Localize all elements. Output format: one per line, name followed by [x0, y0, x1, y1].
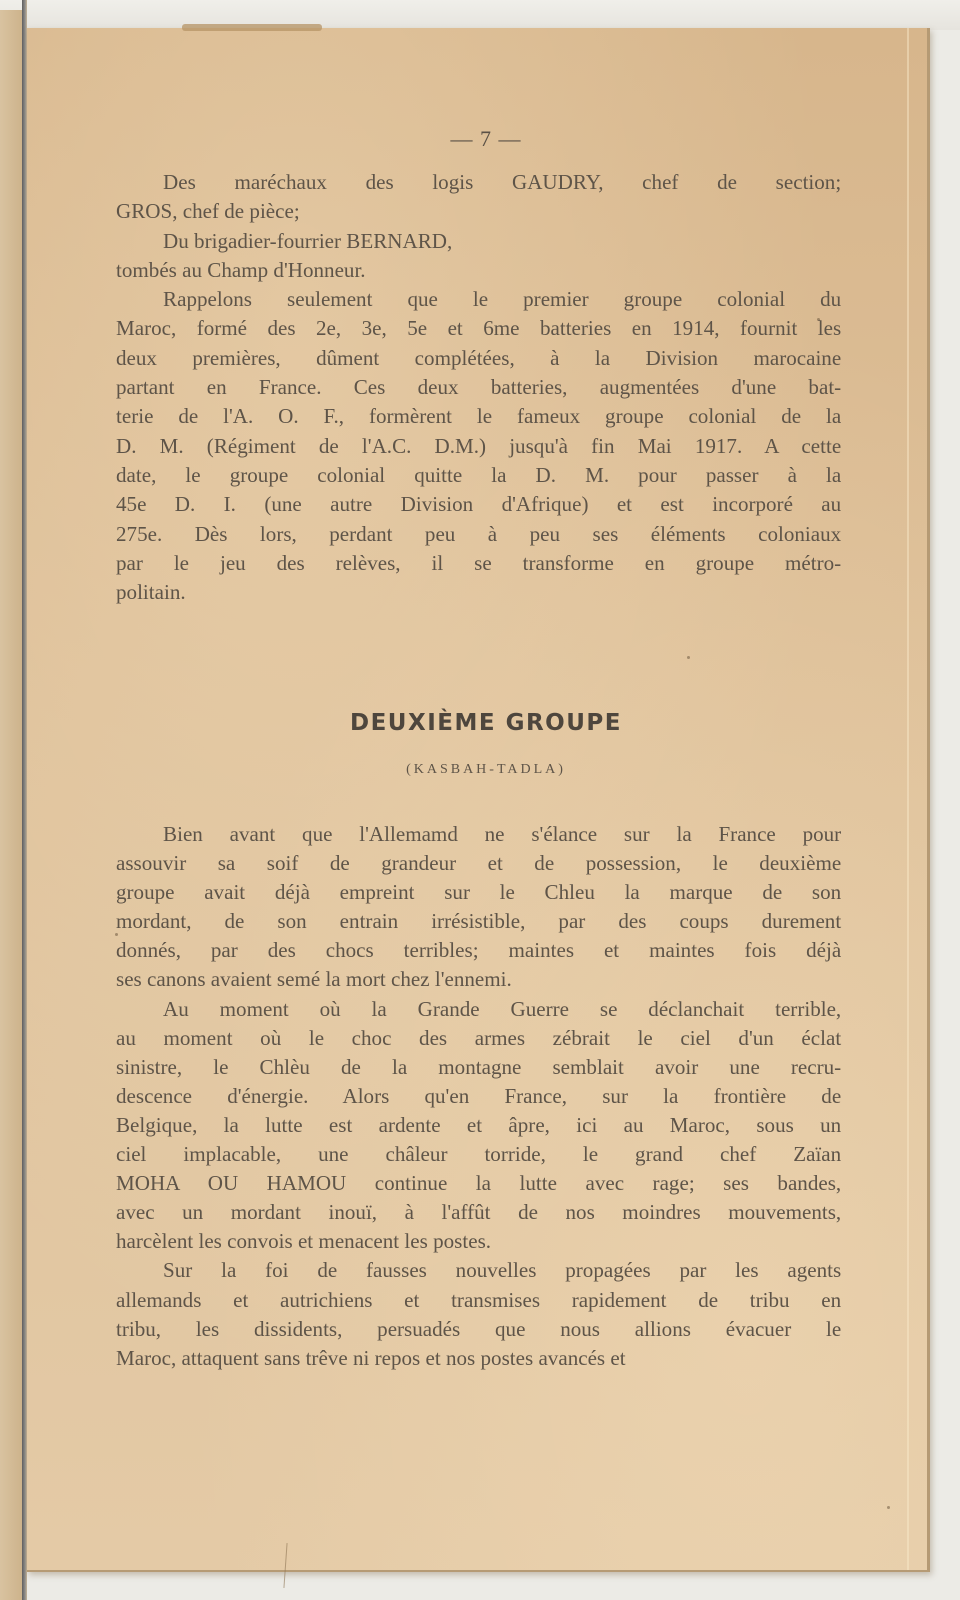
- text-line: Des maréchaux des logis GAUDRY, chef de section;: [163, 170, 842, 194]
- page-number: — 7 —: [450, 126, 522, 151]
- text-line: Du brigadier-fourrier BERNARD,: [163, 228, 453, 253]
- text-line: Rappelons seulement que le premier groupe colonial du: [163, 287, 842, 312]
- text-line: 45e D. I. (une autre Division d'Afrique) et est incorporé au: [116, 492, 842, 517]
- text-line: Belgique, la lutte est ardente et âpre, ici au Maroc, sous un: [116, 1112, 842, 1137]
- paragraph: [116, 820, 841, 995]
- text-line: harcèlent les convois et menacent les postes.: [116, 1229, 492, 1254]
- facing-page-edge: [0, 10, 22, 1600]
- text-line: GROS, chef de pièce;: [116, 199, 300, 224]
- body-text-part-2: [116, 820, 841, 1373]
- paragraph: [116, 1256, 841, 1372]
- paper-speck: [687, 656, 690, 659]
- text-line: Sur la foi de fausses nouvelles propagées par les agents: [163, 1258, 842, 1283]
- text-line: politain.: [116, 580, 186, 605]
- paragraph: [116, 168, 841, 227]
- paragraph: [116, 256, 841, 285]
- paragraph: [116, 285, 841, 607]
- text-line: MOHA OU HAMOU continue la lutte avec rage; ses bandes,: [116, 1171, 842, 1196]
- text-line: 275e. Dès lors, perdant peu à peu ses éléments coloniaux: [116, 521, 842, 546]
- text-line: D. M. (Régiment de l'A.C. D.M.) jusqu'à fin Mai 1917. A cette: [116, 433, 842, 458]
- document-page: [27, 28, 930, 1572]
- text-line: descence d'énergie. Alors qu'en France, sur la frontière de: [116, 1083, 842, 1108]
- text-line: tribu, les dissidents, persuadés que nous allions évacuer le: [116, 1316, 842, 1341]
- page-fold: [907, 28, 909, 1570]
- section-heading: DEUXIÈME GROUPE: [350, 710, 622, 736]
- text-line: Bien avant que l'Allemamd ne s'élance sur la France pour: [163, 822, 842, 846]
- paragraph: [116, 995, 841, 1257]
- text-line: allemands et autrichiens et transmises rapidement de tribu en: [116, 1287, 842, 1312]
- text-line: date, le groupe colonial quitte la D. M. pour passer à la: [116, 462, 842, 487]
- text-line: par le jeu des relèves, il se transforme en groupe métro-: [116, 550, 842, 575]
- body-text-part-1: [116, 168, 841, 607]
- text-line: tombés au Champ d'Honneur.: [116, 257, 366, 282]
- text-line: assouvir sa soif de grandeur et de possession, le deuxième: [116, 851, 842, 876]
- paper-crease: [283, 1543, 287, 1588]
- text-line: Maroc, attaquent sans trêve ni repos et nos postes avancés et: [116, 1345, 626, 1370]
- text-line: ciel implacable, une châleur torride, le grand chef Zaïan: [116, 1142, 842, 1167]
- paragraph: [116, 227, 841, 256]
- section-subheading: (KASBAH-TADLA): [406, 762, 566, 777]
- text-line: partant en France. Ces deux batteries, augmentées d'une bat-: [116, 375, 842, 400]
- text-line: ses canons avaient semé la mort chez l'ennemi.: [116, 967, 512, 992]
- scan-background: [0, 0, 960, 30]
- paper-speck: [887, 1506, 890, 1509]
- text-line: avec un mordant inouï, à l'affût de nos moindres mouvements,: [116, 1200, 842, 1225]
- paper-stain: [182, 24, 322, 31]
- text-line: Au moment où la Grande Guerre se déclanchait terrible,: [163, 996, 842, 1021]
- text-line: mordant, de son entrain irrésistible, par des coups durement: [116, 909, 842, 934]
- text-line: sinistre, le Chlèu de la montagne semblait avoir une recru-: [116, 1054, 842, 1079]
- text-line: deux premières, dûment complétées, à la Division marocaine: [116, 345, 842, 370]
- text-line: donnés, par des chocs terribles; maintes et maintes fois déjà: [116, 938, 842, 963]
- text-line: Maroc, formé des 2e, 3e, 5e et 6me batteries en 1914, fournit les: [116, 316, 842, 341]
- text-line: terie de l'A. O. F., formèrent le fameux groupe colonial de la: [116, 404, 842, 429]
- text-line: au moment où le choc des armes zébrait le ciel d'un éclat: [116, 1025, 842, 1050]
- text-line: groupe avait déjà empreint sur le Chleu la marque de son: [116, 880, 842, 905]
